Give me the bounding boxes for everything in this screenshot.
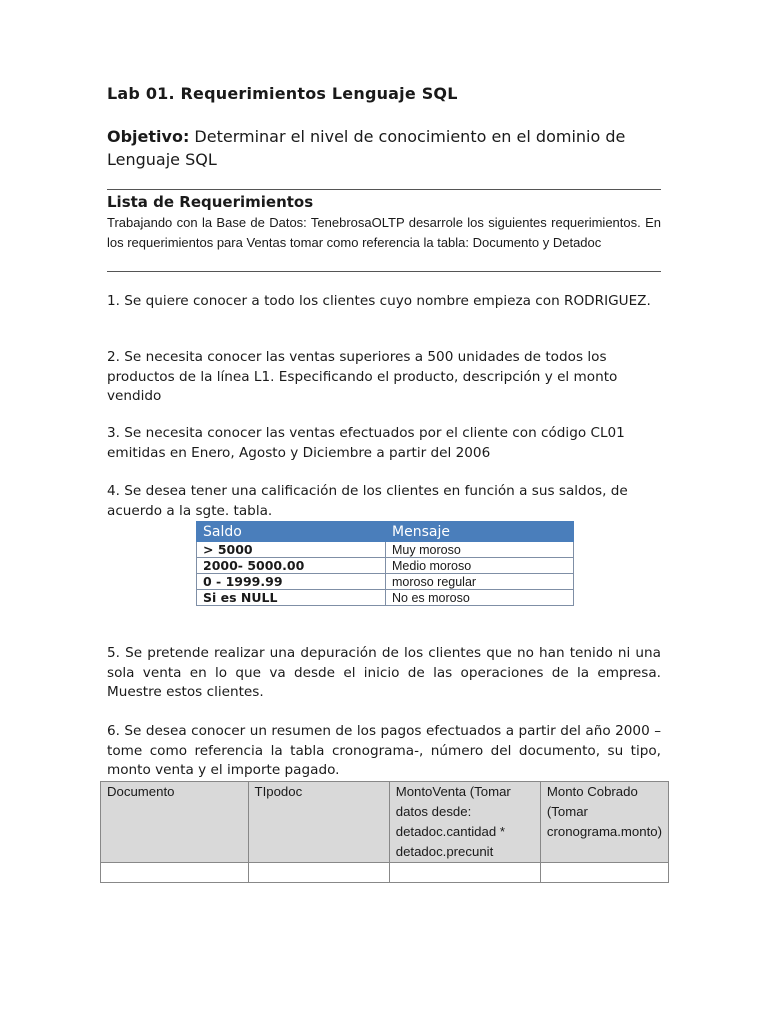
table-header-row: [101, 782, 669, 863]
requirement-3: 3. Se necesita conocer las ventas efectuados por el cliente con código CL01 emitidas en Enero, Agosto y Diciembre a partir del 2006: [107, 425, 625, 461]
column-header-saldo: Saldo: [197, 522, 386, 542]
saldo-cell: Si es NULL: [197, 590, 386, 606]
mensaje-cell: No es moroso: [386, 590, 574, 606]
saldo-cell: 2000- 5000.00: [197, 558, 386, 574]
intro-paragraph: Trabajando con la Base de Datos: TenebrosaOLTP desarrole los siguientes requerimientos. En los requerimientos para Ventas tomar como referencia la tabla: Documento y Detadoc: [107, 215, 661, 250]
requirement-6: 6. Se desea conocer un resumen de los pagos efectuados a partir del año 2000 – tome como referencia la tabla cronograma-, número del documento, su tipo, monto venta y el importe pagado.: [107, 723, 661, 778]
objective: [107, 125, 667, 171]
saldo-table: [196, 521, 574, 606]
empty-cell: [248, 863, 389, 883]
table-header-row: [197, 522, 574, 542]
empty-cell: [389, 863, 540, 883]
requirement-1: 1. Se quiere conocer a todo los clientes cuyo nombre empieza con RODRIGUEZ.: [107, 293, 651, 309]
divider-top: [107, 189, 661, 190]
mensaje-cell: Medio moroso: [386, 558, 574, 574]
column-header-documento: Documento: [101, 782, 249, 863]
requirement-5: 5. Se pretende realizar una depuración de los clientes que no han tenido ni una sola venta en lo que va desde el inicio de las operaciones de la empresa. Muestre estos clientes.: [107, 645, 661, 700]
objective-label: Objetivo:: [107, 127, 190, 146]
objective-text: Determinar el nivel de conocimiento en el dominio de Lenguaje SQL: [107, 127, 626, 169]
saldo-cell: > 5000: [197, 542, 386, 558]
table-row: [197, 590, 574, 606]
table-row: [197, 558, 574, 574]
empty-cell: [101, 863, 249, 883]
saldo-cell: 0 - 1999.99: [197, 574, 386, 590]
column-header-monto-cobrado: Monto Cobrado (Tomar cronograma.monto): [540, 782, 668, 863]
table-row: [197, 574, 574, 590]
column-header-montoventa: MontoVenta (Tomar datos desde: detadoc.cantidad * detadoc.precunit: [389, 782, 540, 863]
page-title: Lab 01. Requerimientos Lenguaje SQL: [107, 84, 458, 103]
column-header-mensaje: Mensaje: [386, 522, 574, 542]
column-header-tipodoc: TIpodoc: [248, 782, 389, 863]
list-heading: Lista de Requerimientos: [107, 193, 314, 211]
divider-bottom: [107, 271, 661, 272]
mensaje-cell: Muy moroso: [386, 542, 574, 558]
table-row: [101, 863, 669, 883]
table-row: [197, 542, 574, 558]
mensaje-cell: moroso regular: [386, 574, 574, 590]
resumen-table: [100, 781, 669, 883]
empty-cell: [540, 863, 668, 883]
requirement-4: 4. Se desea tener una calificación de los clientes en función a sus saldos, de acuerdo a la sgte. tabla.: [107, 483, 628, 519]
requirement-2: 2. Se necesita conocer las ventas superiores a 500 unidades de todos los productos de la línea L1. Especificando el producto, descripción y el monto vendido: [107, 349, 618, 404]
